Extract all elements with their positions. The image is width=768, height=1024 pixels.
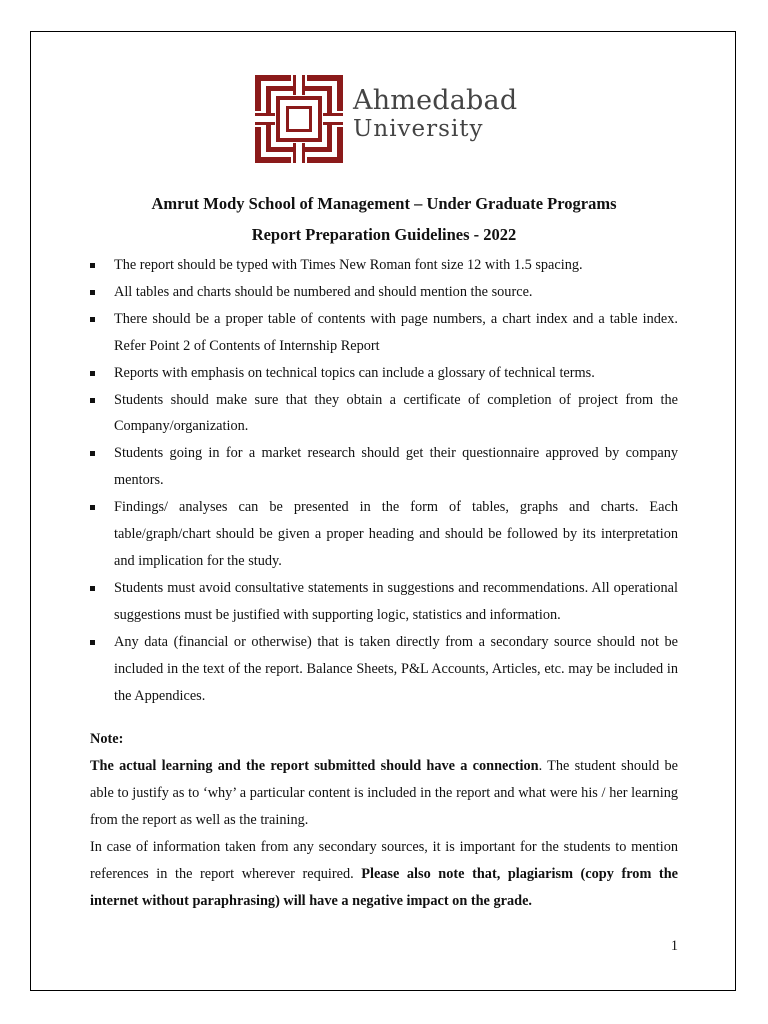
- bullet-icon: [90, 398, 95, 403]
- school-title: Amrut Mody School of Management – Under Graduate Programs: [151, 194, 617, 213]
- note-emphasis-2: Please also note that, plagiarism (copy from the internet without paraphrasing) will have a negative impact on the grade.: [90, 865, 678, 909]
- list-item: [90, 306, 678, 360]
- list-item: [90, 494, 678, 575]
- page-number: 1: [670, 938, 678, 954]
- list-item: [90, 440, 678, 494]
- logo-name-line1: Ahmedabad: [353, 85, 518, 116]
- document-body: [90, 252, 678, 915]
- university-emblem-icon: [255, 75, 343, 163]
- bullet-icon: [90, 290, 95, 295]
- note-paragraph-1: [90, 753, 678, 834]
- note-paragraph-2: [90, 834, 678, 915]
- guidelines-list: [90, 252, 678, 709]
- bullet-icon: [90, 263, 95, 268]
- bullet-icon: [90, 505, 95, 510]
- guideline-text: Students must avoid consultative statements in suggestions and recommendations. All operational suggestions must be justified with supporting logic, statistics and information.: [114, 579, 678, 623]
- guideline-text: Any data (financial or otherwise) that is taken directly from a secondary source should not be included in the text of the report. Balance Sheets, P&L Accounts, Articles, etc. may be included in the Appendices.: [114, 633, 678, 704]
- guideline-text: Reports with emphasis on technical topics can include a glossary of technical terms.: [114, 364, 595, 381]
- bullet-icon: [90, 640, 95, 645]
- note-section: [90, 726, 678, 914]
- university-wordmark: [353, 87, 517, 143]
- bullet-icon: [90, 317, 95, 322]
- list-item: [90, 252, 678, 279]
- bullet-icon: [90, 451, 95, 456]
- list-item: [90, 387, 678, 441]
- bullet-icon: [90, 371, 95, 376]
- note-emphasis-1: The actual learning and the report submitted should have a connection: [90, 758, 539, 775]
- guideline-text: Students should make sure that they obtain a certificate of completion of project from the Company/organization.: [114, 391, 678, 435]
- note-text-2: In case of information taken from any secondary sources, it is important for the students to mention references in the report wherever required.: [90, 839, 678, 882]
- bullet-icon: [90, 586, 95, 591]
- list-item: [90, 360, 678, 387]
- list-item: [90, 575, 678, 629]
- guideline-text: There should be a proper table of contents with page numbers, a chart index and a table index. Refer Point 2 of Contents of Internship Report: [114, 310, 678, 354]
- university-logo: [255, 75, 525, 165]
- guideline-text: The report should be typed with Times New Roman font size 12 with 1.5 spacing.: [114, 257, 583, 273]
- guideline-text: Students going in for a market research should get their questionnaire approved by company mentors.: [114, 445, 678, 489]
- guideline-text: Findings/ analyses can be presented in the form of tables, graphs and charts. Each table/graph/chart should be given a proper heading and should be followed by its interpretation and implication for the study.: [114, 499, 678, 569]
- list-item: [90, 629, 678, 710]
- list-item: [90, 279, 678, 306]
- logo-name-line2: University: [353, 116, 484, 142]
- note-heading: Note:: [90, 731, 124, 748]
- document-title: Report Preparation Guidelines - 2022: [251, 225, 517, 244]
- guideline-text: All tables and charts should be numbered and should mention the source.: [114, 283, 533, 300]
- note-text-1: . The student should be able to justify as to ‘why’ a particular content is included in the report and what were his / her learning from the report as well as the training.: [90, 758, 679, 829]
- document-page: [30, 31, 736, 991]
